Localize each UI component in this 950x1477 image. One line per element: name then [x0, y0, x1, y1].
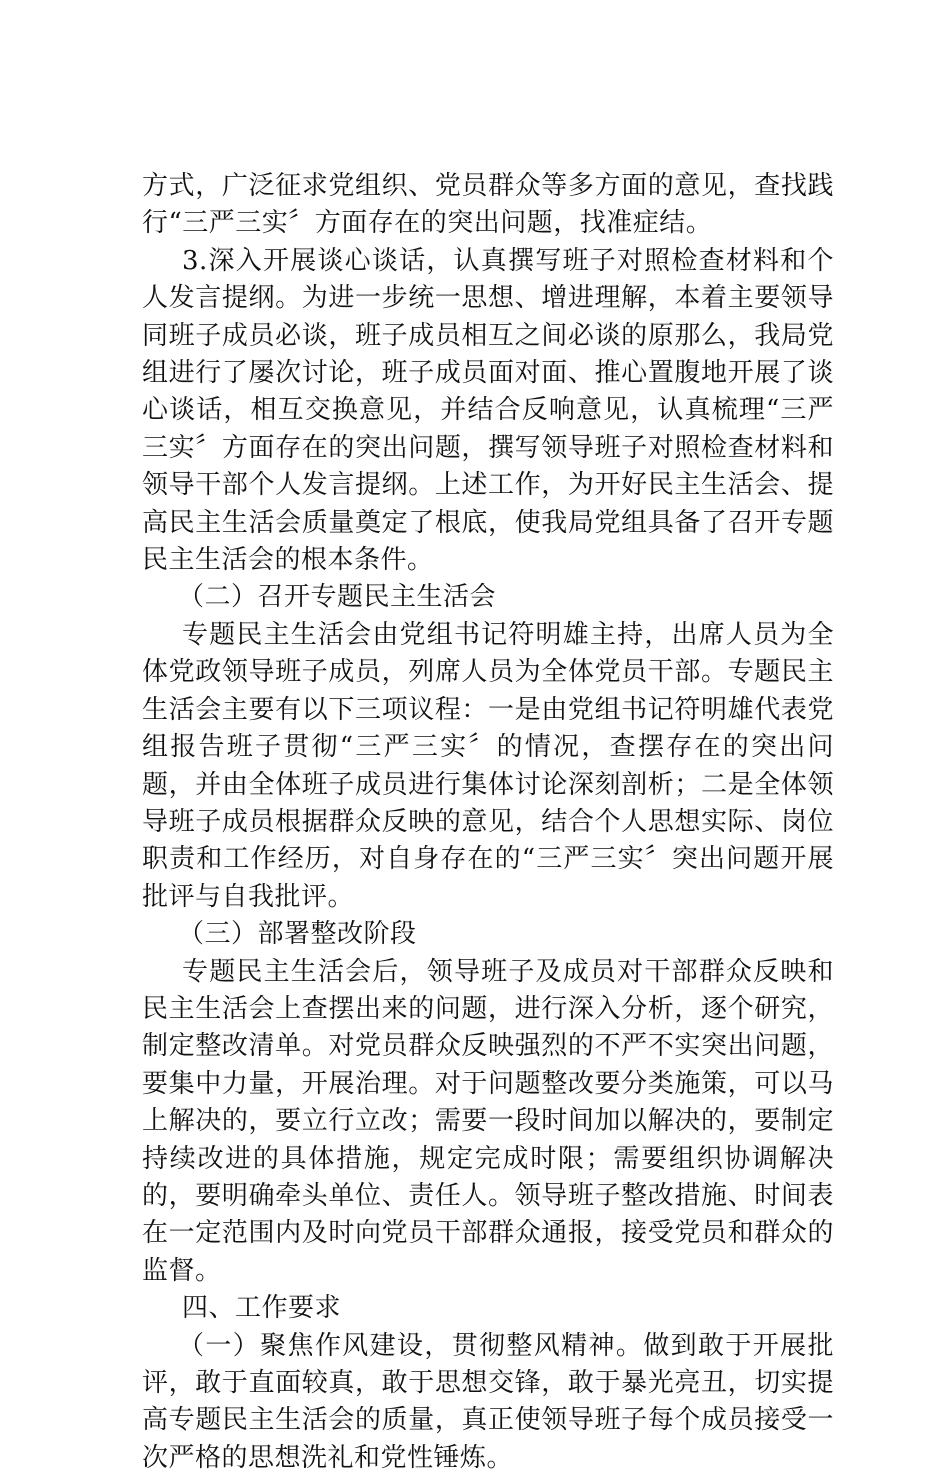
paragraph-meeting: 专题民主生活会由党组书记符明雄主持，出席人员为全体党政领导班子成员，列席人员为全体党员干部。专题民主生活会主要有以下三项议程：一是由党组书记符明雄代表党组报告班子贯彻“三严三实〞的情况，查摆存在的突出问题，并由全体班子成员进行集体讨论深刻剖析；二是全体领导班子成员根据群众反映的意见，结合个人思想实际、岗位职责和工作经历，对自身存在的“三严三实〞突出问题开展批评与自我批评。 — [142, 619, 834, 912]
paragraph-rectification: 专题民主生活会后，领导班子及成员对干部群众反映和民主生活会上查摆出来的问题，进行深入分析，逐个研究，制定整改清单。对党员群众反映强烈的不严不实突出问题，要集中力量，开展治理。对于问题整改要分类施策，可以马上解决的，要立行立改；需要一段时间加以解决的，要制定持续改进的具体措施，规定完成时限；需要组织协调解决的，要明确牵头单位、责任人。领导班子整改措施、时间表在一定范围内及时向党员干部群众通报，接受党员和群众的监督。 — [142, 956, 834, 1286]
paragraph-item-3: 3.深入开展谈心谈话，认真撰写班子对照检查材料和个人发言提纲。为进一步统一思想、增进理解，本着主要领导同班子成员必谈，班子成员相互之间必谈的原那么，我局党组进行了屡次讨论，班子成员面对面、推心置腹地开展了谈心谈话，相互交换意见，并结合反响意见，认真梳理“三严三实〞方面存在的突出问题，撰写领导班子对照检查材料和领导干部个人发言提纲。上述工作，为开好民主生活会、提高民主生活会质量奠定了根底，使我局党组具备了召开专题民主生活会的根本条件。 — [142, 245, 834, 576]
section-heading-2: （二）召开专题民主生活会 — [178, 582, 497, 613]
section-heading-4: 四、工作要求 — [182, 1293, 342, 1324]
paragraph-requirement-1: （一）聚焦作风建设，贯彻整风精神。做到敢于开展批评，敢于直面较真，敢于思想交锋，敢于暴光亮丑，切实提高专题民主生活会的质量，真正使领导班子每个成员接受一次严格的思想洗礼和党性锤炼。 — [142, 1330, 834, 1473]
section-heading-3: （三）部署整改阶段 — [178, 919, 417, 950]
paragraph-continuation: 方式，广泛征求党组织、党员群众等多方面的意见，查找践行“三严三实〞方面存在的突出问题，找准症结。 — [142, 171, 834, 239]
document-body — [142, 168, 834, 1477]
